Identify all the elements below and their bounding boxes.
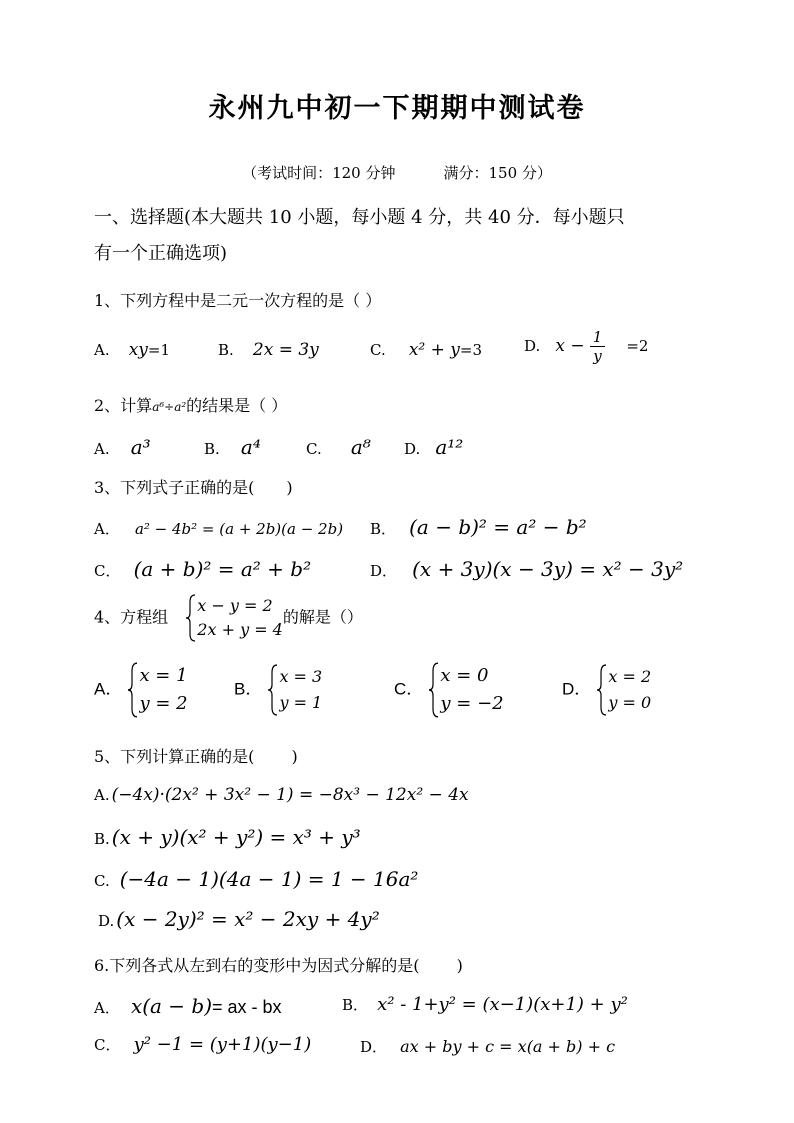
q5-option-c [94, 867, 418, 891]
left-brace-icon [596, 664, 608, 716]
math-expr: a⁴ [240, 435, 261, 459]
q3-option-a [94, 518, 343, 539]
option-label: A. [94, 786, 110, 804]
math-rhs: =2 [626, 337, 649, 355]
solution-x: x = 1 [139, 665, 188, 686]
option-label: D． [370, 562, 398, 580]
q2-stem-suffix: 的结果是（ ） [186, 396, 288, 415]
option-label: C. [306, 440, 322, 458]
left-brace-icon [185, 594, 197, 642]
solution-system [596, 664, 651, 716]
q6-option-c [94, 1034, 311, 1055]
math-rhs: =3 [459, 341, 482, 359]
q2-stem-prefix: 2、计算 [94, 396, 153, 415]
math-expr: x(a − b) [130, 994, 213, 1018]
left-brace-icon [428, 662, 440, 718]
q4-option-b [234, 664, 322, 716]
solution-system [127, 662, 187, 718]
math-expr: a³ [130, 435, 151, 459]
equation-system [185, 594, 283, 642]
q2-option-a [94, 435, 151, 459]
option-label: B． [342, 996, 369, 1014]
option-label: D. [404, 440, 421, 458]
q3-option-d [370, 557, 683, 581]
math-expr: x − [555, 336, 585, 356]
section-heading [94, 200, 625, 272]
math-expr: (x + y)(x² + y²) = x³ + y³ [111, 825, 361, 849]
fraction-numerator: 1 [590, 328, 606, 347]
math-expr: a² − 4b² = (a + 2b)(a − 2b) [134, 520, 344, 538]
option-label: C． [394, 679, 424, 699]
option-label: B． [370, 520, 397, 538]
q4-stem-suffix: 的解是（） [282, 607, 363, 627]
q6-option-b [342, 994, 628, 1015]
q6-stem: 6.下列各式从左到右的变形中为因式分解的是( ) [94, 956, 463, 975]
q1-option-a [94, 340, 170, 360]
math-rhs: =1 [147, 341, 171, 359]
option-label: A. [94, 440, 110, 458]
math-expr: a¹² [435, 435, 464, 459]
math-expr: 2x = 3y [252, 340, 319, 360]
system-eq2: 2x + y = 4 [197, 620, 283, 639]
q4-option-d [562, 664, 651, 716]
q4-option-a [94, 662, 188, 718]
option-label: D． [360, 1038, 388, 1056]
option-label: B. [94, 830, 110, 848]
q5-option-b [94, 825, 361, 849]
option-label: A． [94, 520, 120, 538]
option-label: C. [94, 872, 110, 890]
math-expr: ax + by + c = x(a + b) + c [400, 1037, 616, 1056]
q2-option-c [306, 435, 371, 459]
page-title: 永州九中初一下期期中测试卷 [208, 93, 586, 124]
math-expr: a⁸ [350, 435, 371, 459]
solution-y: y = 1 [279, 693, 323, 712]
option-label: C. [370, 341, 386, 359]
solution-x: x = 0 [440, 665, 489, 686]
solution-system [267, 664, 322, 716]
option-label: C． [94, 562, 121, 580]
math-expr: y² −1 = (y+1)(y−1) [133, 1034, 312, 1055]
section-heading-line2: 有一个正确选项) [94, 243, 228, 264]
option-label: D. [524, 337, 541, 355]
math-expr: x² + y [408, 340, 460, 360]
math-expr: x² - 1+y² = (x−1)(x+1) + y² [377, 994, 628, 1015]
q5-option-d [98, 907, 380, 931]
fraction [590, 328, 606, 365]
math-expr: a⁶÷a² [152, 400, 187, 414]
math-expr: (−4x)·(2x² + 3x² − 1) = −8x³ − 12x² − 4x [111, 785, 469, 805]
q2-stem [94, 393, 287, 416]
math-expr: xy [128, 340, 148, 360]
solution-x: x = 2 [608, 667, 652, 686]
solution-system [428, 662, 503, 718]
section-heading-line1: 一、选择题(本大题共 10 小题，每小题 4 分，共 40 分．每小题只 [94, 207, 625, 228]
q3-option-b [370, 515, 587, 539]
option-label: C． [94, 1036, 121, 1054]
q2-option-b [204, 435, 261, 459]
q1-option-d [524, 328, 648, 365]
math-expr: (−4a − 1)(4a − 1) = 1 − 16a² [119, 867, 419, 891]
math-expr: (a + b)² = a² + b² [133, 557, 312, 581]
q4-stem [94, 594, 363, 642]
solution-y: y = 0 [608, 693, 652, 712]
solution-y: y = −2 [440, 693, 504, 714]
solution-y: y = 2 [139, 693, 188, 714]
option-label: B. [204, 440, 220, 458]
option-label: D． [562, 679, 592, 699]
math-rhs: = ax - bx [212, 997, 282, 1017]
q5-option-a [94, 785, 469, 805]
q6-option-a [94, 994, 282, 1018]
option-label: A． [94, 679, 123, 699]
q1-option-b [218, 340, 319, 360]
option-label: B. [218, 341, 234, 359]
math-expr: (x + 3y)(x − 3y) = x² − 3y² [412, 557, 684, 581]
option-label: A． [94, 999, 120, 1017]
option-label: D. [98, 912, 115, 930]
system-eq1: x − y = 2 [197, 596, 273, 615]
math-expr: (x − 2y)² = x² − 2xy + 4y² [116, 907, 380, 931]
q1-option-c [370, 340, 482, 360]
q6-option-d [360, 1036, 615, 1057]
q3-stem: 3、下列式子正确的是( ) [94, 478, 293, 497]
q3-option-c [94, 557, 311, 581]
exam-time: （考试时间：120 分钟 [242, 164, 396, 182]
fraction-denominator: y [593, 347, 602, 365]
math-expr: (a − b)² = a² − b² [409, 515, 587, 539]
q2-option-d [404, 435, 463, 459]
q4-option-c [394, 662, 504, 718]
q4-stem-prefix: 4、方程组 [94, 607, 169, 627]
left-brace-icon [127, 662, 139, 718]
solution-x: x = 3 [279, 667, 323, 686]
q1-stem: 1、下列方程中是二元一次方程的是（ ） [94, 291, 382, 310]
q5-stem: 5、下列计算正确的是( ) [94, 747, 298, 766]
exam-info [0, 162, 794, 183]
option-label: A. [94, 341, 110, 359]
left-brace-icon [267, 664, 279, 716]
exam-score: 满分：150 分） [443, 164, 552, 182]
option-label: B． [234, 679, 263, 699]
